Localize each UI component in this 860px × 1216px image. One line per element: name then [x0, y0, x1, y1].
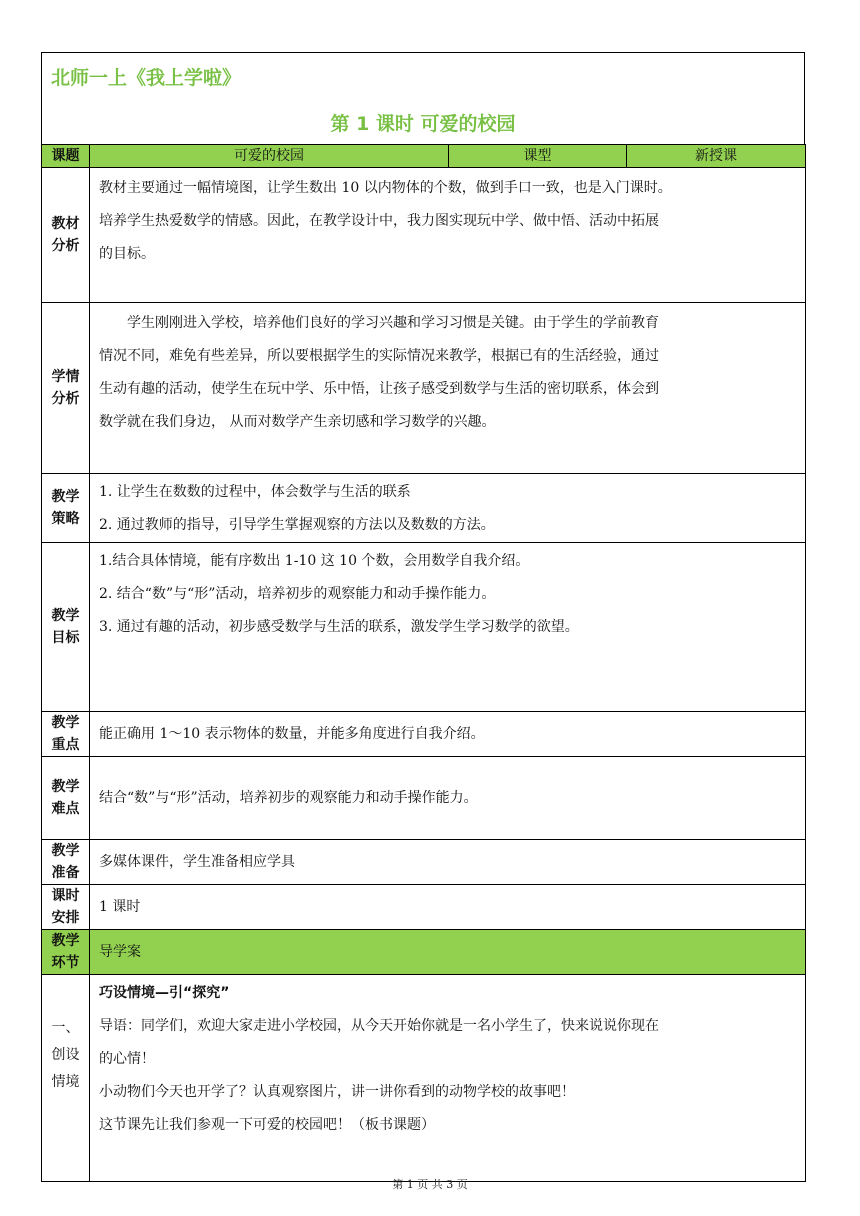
row-label: 课时 安排 [42, 885, 90, 930]
content-line: 2. 结合“数”与“形”活动，培养初步的观察能力和动手操作能力。 [99, 586, 496, 602]
lesson-plan-table [41, 144, 806, 1182]
row-key-points [42, 712, 806, 757]
row-content [90, 543, 806, 712]
content-line: 小动物们今天也开学了？认真观察图片，讲一讲你看到的动物学校的故事吧！ [99, 1084, 575, 1100]
row-section-1 [42, 975, 806, 1182]
row-label: 教学 准备 [42, 840, 90, 885]
lesson-title: 第 1 课时 可爱的校园 [330, 113, 516, 135]
row-student-analysis [42, 303, 806, 474]
content-line: 培养学生热爱数学的情感。因此，在教学设计中，我力图实现玩中学、做中悟、活动中拓展 [99, 213, 659, 229]
row-textbook-analysis [42, 168, 806, 303]
section-label [42, 975, 90, 1182]
content-line: 数学就在我们身边， 从而对数学产生亲切感和学习数学的兴趣。 [99, 414, 496, 430]
section-content [90, 975, 806, 1182]
document-title-block [41, 52, 805, 144]
row-teaching-strategy [42, 474, 806, 543]
lesson-plan-document [41, 52, 805, 1182]
row-label: 教材 分析 [42, 168, 90, 303]
row-difficult-points [42, 757, 806, 840]
topic-row [42, 145, 806, 168]
content-line: 能正确用 1～10 表示物体的数量，并能多角度进行自我介绍。 [99, 725, 485, 742]
topic-label: 课题 [42, 145, 90, 168]
page-footer: 第 1 页 共 3 页 [392, 1178, 468, 1191]
content-line: 1.结合具体情境，能有序数出 1-10 这 10 个数，会用数学自我介绍。 [99, 553, 530, 569]
content-line: 结合“数”与“形”活动，培养初步的观察能力和动手操作能力。 [99, 789, 478, 806]
type-value: 新授课 [627, 145, 806, 168]
row-teaching-goals [42, 543, 806, 712]
content-line: 这节课先让我们参观一下可爱的校园吧！（板书课题） [99, 1117, 435, 1133]
row-content [90, 840, 806, 885]
row-content [90, 930, 806, 975]
content-line: 的目标。 [99, 246, 155, 262]
topic-value: 可爱的校园 [90, 145, 449, 168]
content-line: 1. 让学生在数数的过程中，体会数学与生活的联系 [99, 484, 411, 500]
row-content [90, 168, 806, 303]
content-line: 教材主要通过一幅情境图，让学生数出 10 以内物体的个数，做到手口一致，也是入门课时。 [99, 180, 672, 196]
row-label: 教学 重点 [42, 712, 90, 757]
row-label: 教学 环节 [42, 930, 90, 975]
row-content [90, 712, 806, 757]
row-content [90, 303, 806, 474]
row-content [90, 885, 806, 930]
series-title: 北师一上《我上学啦》 [51, 67, 242, 89]
row-label: 学情 分析 [42, 303, 90, 474]
content-line: 3. 通过有趣的活动，初步感受数学与生活的联系，激发学生学习数学的欲望。 [99, 619, 579, 635]
content-line: 情况不同，难免有些差异，所以要根据学生的实际情况来教学，根据已有的生活经验，通过 [99, 348, 659, 364]
row-label: 教学 策略 [42, 474, 90, 543]
row-preparation [42, 840, 806, 885]
content-line: 学生刚刚进入学校，培养他们良好的学习兴趣和学习习惯是关键。由于学生的学前教育 [127, 315, 659, 331]
row-content [90, 474, 806, 543]
content-line: 2. 通过教师的指导，引导学生掌握观察的方法以及数数的方法。 [99, 517, 495, 533]
section-label-line: 情境 [51, 1074, 80, 1090]
row-teaching-process [42, 930, 806, 975]
content-line: 导语：同学们，欢迎大家走进小学校园，从今天开始你就是一名小学生了，快来说说你现在 [99, 1018, 659, 1034]
row-label: 教学 目标 [42, 543, 90, 712]
section-heading: 巧设情境—引“探究” [99, 985, 230, 1001]
type-label: 课型 [449, 145, 627, 168]
content-line: 多媒体课件，学生准备相应学具 [99, 853, 295, 870]
content-line: 1 课时 [99, 898, 141, 915]
row-label: 教学 难点 [42, 757, 90, 840]
section-label-line: 创设 [51, 1047, 80, 1063]
row-schedule [42, 885, 806, 930]
row-content [90, 757, 806, 840]
content-line: 生动有趣的活动，使学生在玩中学、乐中悟，让孩子感受到数学与生活的密切联系，体会到 [99, 381, 659, 397]
content-line: 的心情！ [99, 1051, 155, 1067]
section-label-line: 一、 [51, 1020, 80, 1036]
content-line: 导学案 [99, 943, 141, 960]
